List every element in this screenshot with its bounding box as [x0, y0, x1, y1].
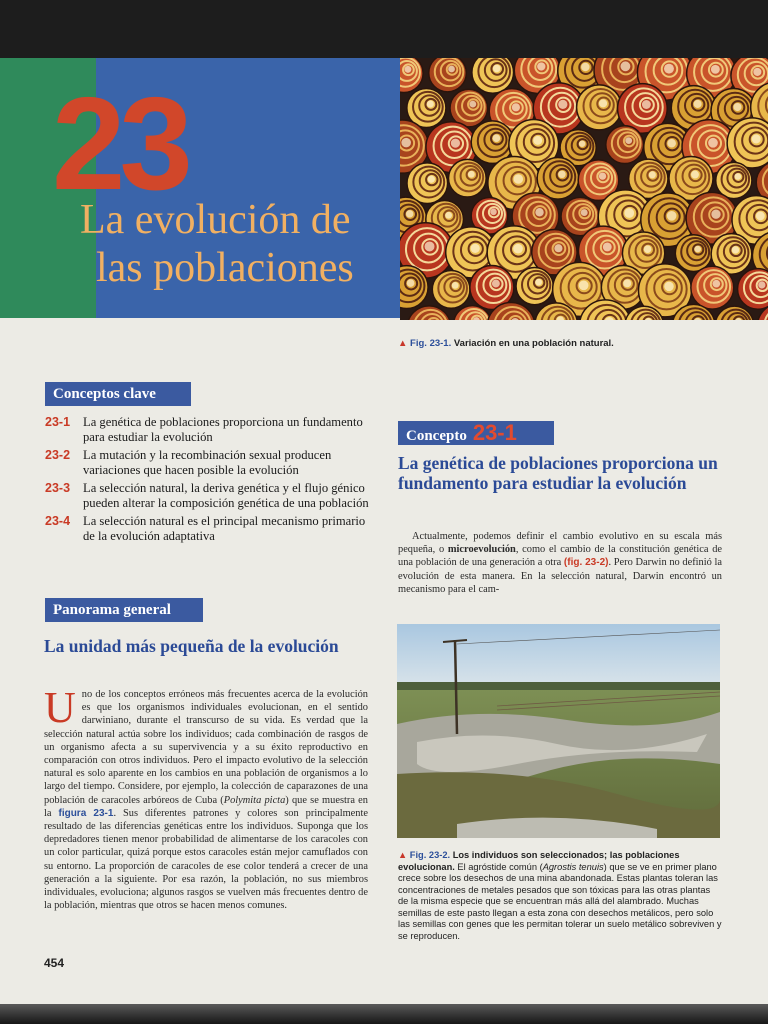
- figure-2-label: Fig. 23-2.: [409, 850, 451, 860]
- concept-tag-label: Concepto: [406, 428, 467, 444]
- figure-reference: (fig. 23-2): [563, 557, 609, 569]
- snail-shell: [738, 269, 768, 310]
- species-name: Agrostis tenuis: [542, 861, 604, 872]
- concept-body: [398, 530, 722, 596]
- figure-1-caption: [398, 338, 614, 349]
- overview-text: ) que se muestra en la: [44, 794, 368, 819]
- concept-text: . Pero Darwin no definió la evolución de esta manera. En la selección natural, Darwin encontró un mecanismo para el cam-: [398, 557, 723, 595]
- overview-text: no de los conceptos erróneos más frecuentes acerca de la evolución es que los organismos individuales evolucionan, en el sentido darwiniano, durante el transcurso de su vida. Es verdad que la selección natural actúa sobre los individuos; cada combinación de rasgos de un organismo afecta a su supervivencia y a su éxito reproductivo en comparación con otros individuos. Pero el impacto evolutivo de la selección natural es solo aparente en los cambios en una población de organismos a lo largo del tiempo. Considere, por ejemplo, la colección de caparazones de una población de caracoles arbóreos de Cuba (: [44, 689, 368, 806]
- snail-shells-photo: [400, 58, 768, 320]
- key-concept-number: 23-4: [45, 514, 71, 528]
- snail-shell: [577, 85, 622, 130]
- snail-shell: [432, 271, 470, 309]
- key-concepts-heading: Conceptos clave: [45, 382, 191, 406]
- concept-tag-number: 23-1: [472, 420, 517, 445]
- key-concept-text: La mutación y la recombinación sexual producen variaciones que hacen posible la evolución: [83, 448, 332, 477]
- overview-text: . Sus diferentes patrones y colores son principalmente resultado de las diferencias genéticas entre los individuos. Suponga que los depredadores tienen menor probabilidad de alimentarse de los caracoles con un color particular, quizá porque estos caracoles están mejor camuflados con su entorno. La proporción de caracoles de ese color tenderá a crecer de una generación a la siguiente. Por esa razón, la población, no sus miembros individuales, evoluciona; algunos rasgos se vuelven más frecuentes dentro de la población, mientras que otros se hacen menos comunes.: [44, 807, 368, 912]
- caption-triangle-icon: ▲: [398, 850, 408, 860]
- snail-shells-illustration: [400, 58, 768, 320]
- concept-tag: [398, 421, 554, 445]
- figure-1-caption-text: Variación en una población natural.: [451, 338, 614, 349]
- key-concept-number: 23-1: [45, 415, 71, 429]
- mine-field-photo: [397, 624, 720, 838]
- snail-shell: [472, 58, 514, 93]
- snail-shell: [537, 158, 579, 200]
- key-concept-item: [45, 415, 375, 445]
- snail-shell: [450, 89, 488, 127]
- key-concept-text: La selección natural es el principal mecanismo primario de la evolución adaptativa: [83, 514, 366, 543]
- snail-shell: [675, 235, 712, 272]
- textbook-page: [0, 58, 768, 1004]
- species-name: Polymita picta: [223, 794, 286, 806]
- snail-shell: [715, 306, 753, 320]
- snail-shell: [727, 118, 768, 168]
- mine-field-illustration: [397, 624, 720, 838]
- figure-reference: figura 23-1: [58, 807, 114, 819]
- key-concept-text: La selección natural, la deriva genética y el flujo génico pueden alterar la composición genética de una población: [83, 481, 369, 510]
- concept-text: Actualmente, podemos definir el cambio evolutivo en su escala más pequeña, o: [398, 531, 722, 556]
- key-concept-number: 23-2: [45, 448, 71, 462]
- page-bottom-edge: [0, 1004, 768, 1024]
- key-concept-number: 23-3: [45, 481, 71, 495]
- drop-cap: U: [44, 683, 76, 732]
- snail-shell: [691, 266, 734, 309]
- figure-2-caption: [398, 850, 722, 942]
- page-number: 454: [44, 956, 65, 970]
- chapter-number: 23: [52, 70, 187, 217]
- snail-shell: [449, 159, 487, 197]
- key-concept-item: [45, 481, 375, 511]
- figure-2-text: ) que se ve en primer plano crece sobre los desechos de una mina abandonada. Estas plantas toleran las concentraciones de metales pesados que son tóxicas para las otras plantas de la misma especie que se encuentran más allá del alambrado. Muchas semillas de este pasto llegan a esta zona con desechos metálicos, pero solo las semillas con genes que les permitan tolerar un suelo metálico sobreviven y se reproducen.: [398, 861, 722, 941]
- overview-title: La unidad más pequeña de la evolución: [44, 636, 339, 656]
- figure-2-bold-text: Los individuos son seleccionados; las poblaciones evolucionan.: [398, 850, 680, 872]
- snail-shell: [606, 126, 644, 164]
- concept-title: La genética de poblaciones proporciona un fundamento para estudiar la evolución: [398, 453, 718, 493]
- snail-shell: [716, 162, 752, 198]
- figure-2-text: El agróstide común (: [454, 861, 543, 872]
- snail-shell: [516, 268, 553, 305]
- chapter-title-line1: La evolución de: [80, 197, 351, 243]
- key-concept-item: [45, 448, 375, 478]
- key-concepts-list: [45, 415, 375, 547]
- snail-shell: [400, 58, 423, 93]
- key-term: microevolución: [447, 544, 516, 556]
- chapter-title-line2: las poblaciones: [96, 245, 354, 291]
- key-concept-item: [45, 514, 375, 544]
- snail-shell: [407, 163, 448, 204]
- overview-body: [44, 683, 368, 912]
- concept-text: , como el cambio de la constitución genética de una población de una generación a otra: [398, 544, 722, 569]
- key-concept-text: La genética de poblaciones proporciona un fundamento para estudiar la evolución: [83, 415, 363, 444]
- figure-1-label: Fig. 23-1.: [410, 338, 452, 349]
- snail-shell: [429, 58, 467, 92]
- caption-triangle-icon: ▲: [398, 338, 408, 349]
- overview-heading: Panorama general: [45, 598, 203, 622]
- chapter-title: [80, 196, 400, 292]
